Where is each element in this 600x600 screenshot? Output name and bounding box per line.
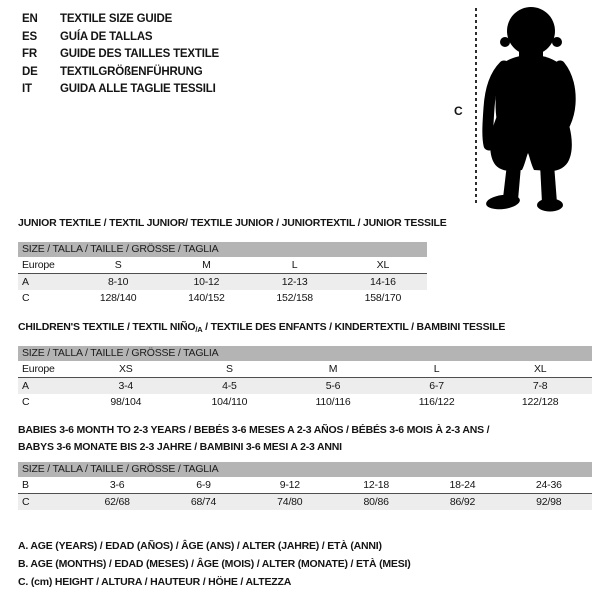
toddler-silhouette-icon (480, 4, 590, 214)
lang-title: GUIDA ALLE TAGLIE TESSILI (60, 83, 216, 95)
table-row-height (18, 394, 592, 410)
table-row-height (18, 494, 592, 510)
title-line-1: BABIES 3-6 MONTH TO 2-3 YEARS / BEBÉS 3-6 MESES A 2-3 AÑOS / BÉBÉS 3-6 MOIS À 2-3 ANS / (18, 424, 490, 436)
junior-table-title: JUNIOR TEXTILE / TEXTIL JUNIOR/ TEXTILE JUNIOR / JUNIORTEXTIL / JUNIOR TESSILE (18, 217, 447, 229)
value-cell: 74/80 (277, 496, 303, 508)
value-cell: 14-16 (369, 276, 396, 288)
children-table-title (18, 321, 505, 334)
lang-code: IT (22, 83, 32, 95)
value-cell: 9-12 (279, 479, 300, 491)
size-cell: XS (118, 363, 133, 375)
value-cell: 122/128 (521, 396, 559, 408)
note-height-cm: C. (cm) HEIGHT / ALTURA / HAUTEUR / HÖHE / ALTEZZA (18, 576, 292, 588)
value-cell: 3-4 (118, 380, 134, 392)
value-cell: 140/152 (188, 292, 225, 304)
height-measure-label: C (454, 104, 463, 118)
table-row-age-months (18, 477, 592, 493)
value-cell: 12-18 (363, 479, 390, 491)
value-cell: 68/74 (190, 496, 217, 508)
size-cell: M (202, 259, 211, 271)
note-age-months: B. AGE (MONTHS) / EDAD (MESES) / ÂGE (MOIS) / ALTER (MONATE) / ETÀ (MESI) (18, 558, 411, 570)
lang-row-en (22, 11, 219, 29)
lang-title: GUIDE DES TAILLES TEXTILE (60, 48, 219, 60)
value-cell: 5-6 (325, 380, 341, 392)
value-cell: 10-12 (193, 276, 220, 288)
babies-table-title (18, 422, 489, 456)
language-title-list (22, 11, 219, 99)
lang-row-es (22, 29, 219, 47)
title-part: / TEXTILE DES ENFANTS / KINDERTEXTIL / BAMBINI TESSILE (202, 321, 506, 333)
value-cell: 18-24 (449, 479, 476, 491)
value-cell: 80/86 (363, 496, 389, 508)
value-cell: 7-8 (532, 380, 548, 392)
value-cell: 92/98 (536, 496, 562, 508)
row-label: C (22, 496, 30, 508)
height-measure-dashed-line (475, 8, 477, 206)
value-cell: 98/104 (110, 396, 142, 408)
value-cell: 4-5 (222, 380, 237, 392)
children-size-table (18, 346, 592, 410)
size-header-bar: SIZE / TALLA / TAILLE / GRÖSSE / TAGLIA (18, 346, 592, 361)
title-part: CHILDREN'S TEXTILE / TEXTIL NIÑO (18, 321, 196, 333)
table-row-age (18, 274, 427, 290)
note-age-years: A. AGE (YEARS) / EDAD (AÑOS) / ÂGE (ANS) / ALTER (JAHRE) / ETÀ (ANNI) (18, 540, 382, 552)
legend-notes (18, 537, 411, 591)
value-cell: 152/158 (276, 292, 313, 304)
babies-size-table (18, 462, 592, 510)
table-row-europe (18, 361, 592, 377)
value-cell: 8-10 (108, 276, 129, 288)
row-label: C (22, 292, 30, 304)
lang-code: DE (22, 65, 38, 78)
junior-size-table (18, 242, 427, 306)
row-label: Europe (22, 363, 55, 375)
lang-title: TEXTILE SIZE GUIDE (60, 13, 173, 25)
value-cell: 12-13 (281, 276, 308, 288)
lang-code: EN (22, 13, 38, 25)
size-header-bar: SIZE / TALLA / TAILLE / GRÖSSE / TAGLIA (18, 462, 592, 477)
table-row-europe (18, 257, 427, 273)
value-cell: 62/68 (104, 496, 130, 508)
value-cell: 158/170 (364, 292, 402, 304)
table-row-age (18, 378, 592, 394)
row-label: Europe (22, 259, 55, 271)
lang-code: ES (22, 30, 37, 43)
size-header-bar: SIZE / TALLA / TAILLE / GRÖSSE / TAGLIA (18, 242, 427, 257)
title-subscript: /A (195, 325, 203, 334)
size-cell: L (433, 363, 440, 375)
value-cell: 6-9 (196, 479, 211, 491)
row-label: A (22, 276, 29, 288)
lang-title: GUÍA DE TALLAS (60, 30, 153, 43)
value-cell: 86/92 (449, 496, 476, 508)
row-label: B (22, 479, 29, 491)
lang-title: TEXTILGRÖßENFÜHRUNG (60, 65, 203, 78)
size-cell: XL (533, 363, 547, 375)
size-cell: S (114, 259, 122, 271)
size-cell: L (291, 259, 298, 271)
row-label: C (22, 396, 30, 408)
value-cell: 110/116 (315, 396, 351, 408)
lang-row-fr (22, 46, 219, 64)
value-cell: 3-6 (109, 479, 125, 491)
value-cell: 6-7 (429, 380, 444, 392)
size-cell: S (225, 363, 233, 375)
value-cell: 24-36 (535, 479, 562, 491)
size-cell: M (328, 363, 338, 375)
size-cell: XL (376, 259, 390, 271)
row-label: A (22, 380, 29, 392)
value-cell: 128/140 (99, 292, 137, 304)
lang-code: FR (22, 48, 37, 60)
value-cell: 116/122 (418, 396, 455, 408)
table-row-height (18, 290, 427, 306)
title-line-2: BABYS 3-6 MONATE BIS 2-3 JAHRE / BAMBINI 3-6 MESI A 2-3 ANNI (18, 441, 342, 453)
lang-row-de (22, 64, 219, 82)
value-cell: 104/110 (211, 396, 248, 408)
lang-row-it (22, 81, 219, 99)
